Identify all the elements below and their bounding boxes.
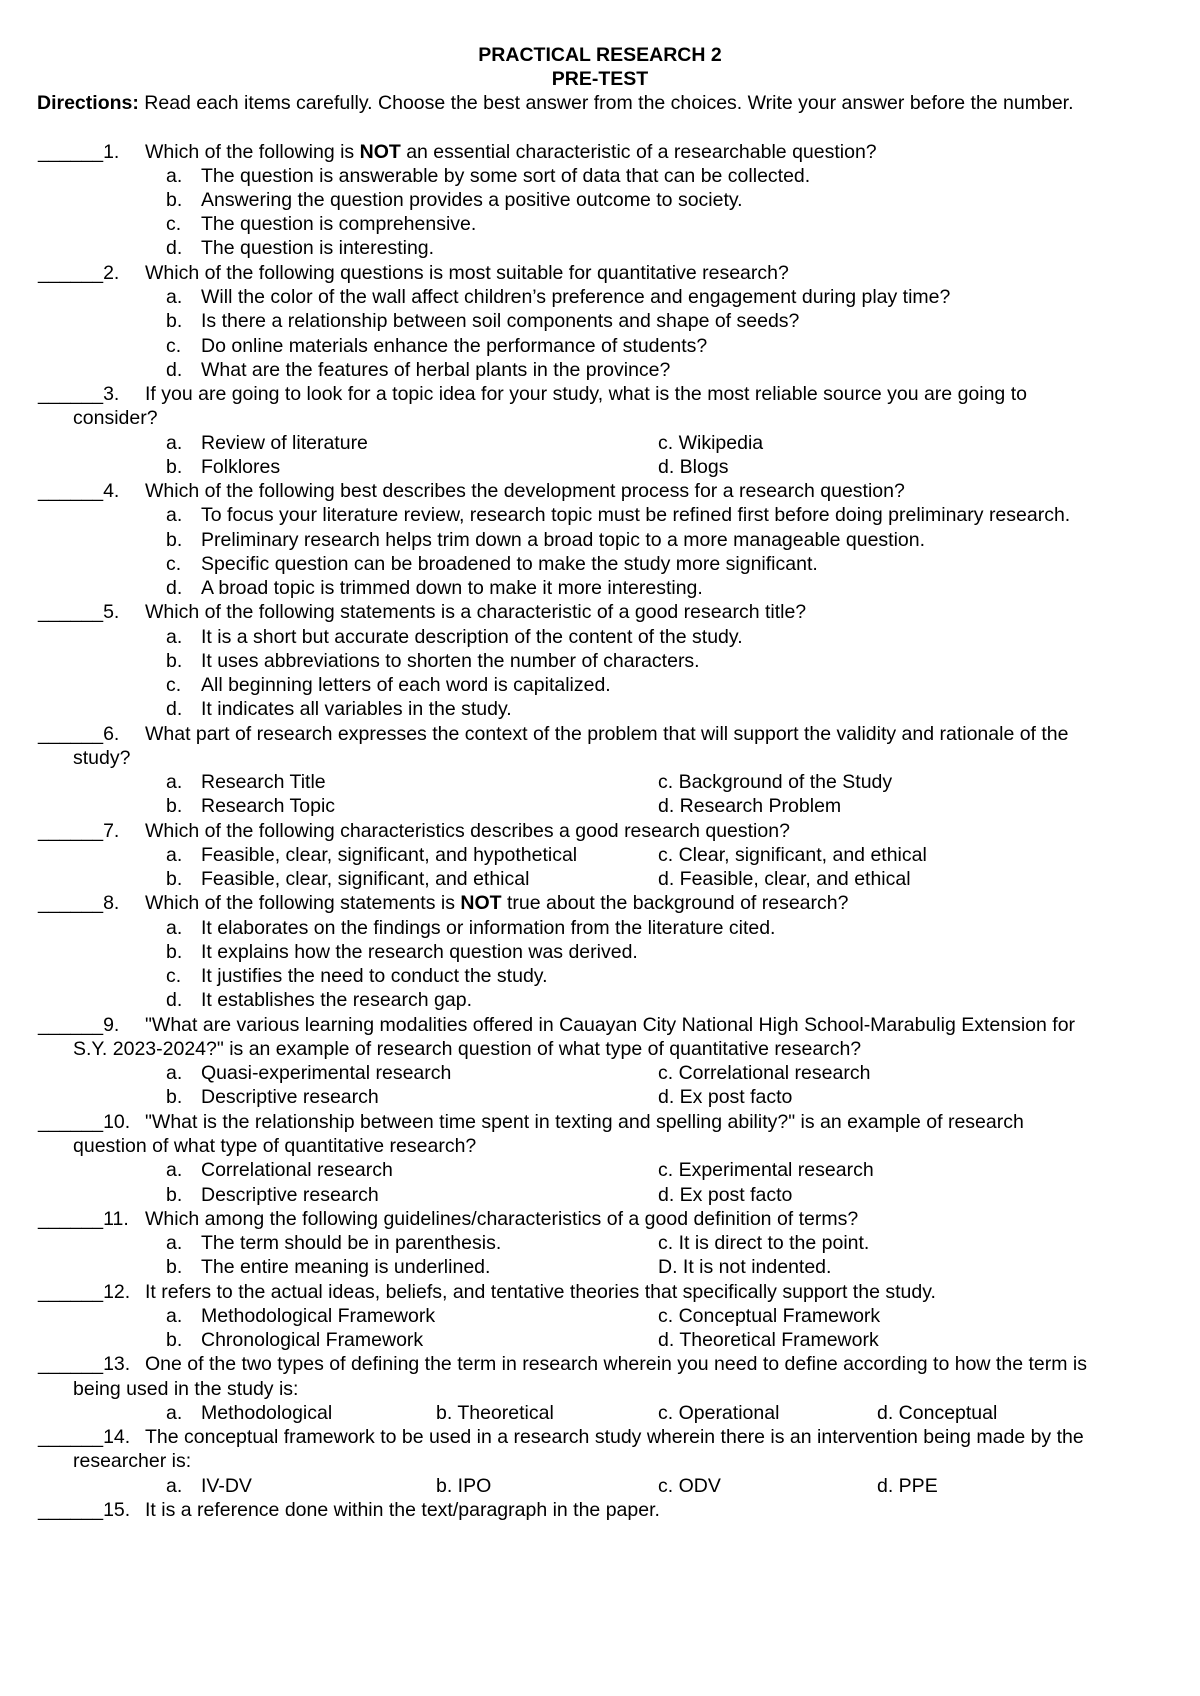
question-number: ______4. bbox=[38, 480, 120, 502]
question-text: Which among the following guidelines/characteristics of a good definition of terms? bbox=[145, 1208, 859, 1230]
question-text: Which of the following statements is NOT true about the background of research? bbox=[145, 892, 849, 914]
question-number: ______11. bbox=[38, 1208, 129, 1230]
question-text: What part of research expresses the context of the problem that will support the validity and rationale of the bbox=[145, 723, 1069, 745]
question-number: ______1. bbox=[38, 141, 120, 163]
question-number: ______7. bbox=[38, 820, 120, 842]
question-text: Which of the following characteristics describes a good research question? bbox=[145, 820, 790, 842]
question-6-continued: study? bbox=[73, 747, 131, 769]
directions bbox=[37, 91, 1074, 115]
question-9-continued: S.Y. 2023-2024?" is an example of research question of what type of quantitative research? bbox=[73, 1038, 862, 1060]
test-page: PRACTICAL RESEARCH 2 PRE-TEST Directions: Read each items carefully. Choose the best answer from the choices. Write your answer before the number. ______1. Which of the following is NOT an essential characteristic of a researchable question? a. The question is answerable by some sort of data that can be collected. b. Answering the question provides a positive outcome to society. c. The question is comprehensive. d. The question is interesting. ______2. Which of the following questions is most suitable for quantitative research? a. Will the color of the wall affect children’s preference and engagement during play time? b. Is there a relationship between soil components and shape of seeds? c. Do online materials enhance the performance of students? d. What are the features of herbal plants in the province? ______3. If you are going to look for a topic idea for your study, what is the most reliable source you are going to consider? a. Review of literature c. Wikipedia b. Folklores d. Blogs ______4. Which of the following best describes the development process for a research question? a. To focus your literature review, research topic must be refined first before doing preliminary research. b. Preliminary research helps trim down a broad topic to a more manageable question. c. Specific question can be broadened to make the study more significant. d. A broad topic is trimmed down to make it more interesting. ______5. Which of the following statements is a characteristic of a good research title? a. It is a short but accurate description of the content of the study. b. It uses abbreviations to shorten the number of characters. c. All beginning letters of each word is capitalized. d. It indicates all variables in the study. ______6. What part of research expresses the context of the problem that will support the validity and rationale of the study? a. Research Title c. Background of the Study b. Research Topic d. Research Problem ______7. Which of the following characteristics describes a good research question? a. Feasible, clear, significant, and hypothetical c. Clear, significant, and ethical b. Feasible, clear, significant, and ethical d. Feasible, clear, and ethical ______8. Which of the following statements is NOT true about the background of research? a. It elaborates on the findings or information from the literature cited. b. It explains how the research question was derived. c. It justifies the need to conduct the study. d. It establishes the research gap. ______9. "What are various learning modalities offered in Cauayan City National High School-Marabulig Extension for S.Y. 2023-2024?" is an example of research question of what type of quantitative research? a. Quasi-experimental research c. Correlational research b. Descriptive research d. Ex post facto ______10. "What is the relationship between time spent in texting and spelling ability?" is an example of research question of what type of quantitative research? a. Correlational research c. Experimental research b. Descriptive research d. Ex post facto ______11. Which among the following guidelines/characteristics of a good definition of terms? a. The term should be in parenthesis. c. It is direct to the point. b. The entire meaning is underlined. D. It is not indented. ______12. It refers to the actual ideas, beliefs, and tentative theories that specifically support the study. a. Methodological Framework c. Conceptual Framework b. Chronological Framework d. Theoretical Framework ______13. One of the two types of defining the term in research wherein you need to define according to how the term is being used in the study is: a. Methodological b. Theoretical c. Operational d. Conceptual ______14. The conceptual framework to be used in a research study wherein there is an intervention being made by the researcher is: a. IV-DV b. IPO c. ODV d. PPE ______15. It is a reference done within the text/paragraph in the paper. bbox=[0, 0, 1200, 1696]
question-number: ______8. bbox=[38, 892, 120, 914]
question-text: If you are going to look for a topic idea for your study, what is the most reliable source you are going to bbox=[145, 383, 1027, 405]
directions-text: Read each items carefully. Choose the best answer from the choices. Write your answer before the number. bbox=[138, 92, 1074, 114]
question-text: "What are various learning modalities offered in Cauayan City National High School-Marabulig Extension for bbox=[145, 1014, 1076, 1036]
directions-label: Directions: bbox=[37, 92, 139, 114]
question-3-continued: consider? bbox=[73, 407, 158, 429]
question-number: ______6. bbox=[38, 723, 120, 745]
question-number: ______10. bbox=[38, 1111, 131, 1133]
page-title: PRACTICAL RESEARCH 2 bbox=[478, 44, 722, 66]
question-text: The conceptual framework to be used in a research study wherein there is an intervention being made by the bbox=[145, 1426, 1084, 1448]
page-subtitle: PRE-TEST bbox=[551, 68, 649, 90]
question-number: ______2. bbox=[38, 262, 120, 284]
question-number: ______14. bbox=[38, 1426, 131, 1448]
question-number: ______9. bbox=[38, 1014, 120, 1036]
question-text: One of the two types of defining the term in research wherein you need to define according to how the term is bbox=[145, 1353, 1087, 1375]
question-number: ______13. bbox=[38, 1353, 131, 1375]
question-text: Which of the following is NOT an essential characteristic of a researchable question? bbox=[145, 141, 877, 163]
question-number: ______5. bbox=[38, 601, 120, 623]
question-10-continued: question of what type of quantitative research? bbox=[73, 1135, 477, 1157]
question-number: ______12. bbox=[38, 1281, 131, 1303]
question-number: ______15. bbox=[38, 1499, 131, 1521]
question-14-continued: researcher is: bbox=[73, 1450, 192, 1472]
question-text: Which of the following statements is a characteristic of a good research title? bbox=[145, 601, 807, 623]
question-number: ______3. bbox=[38, 383, 120, 405]
question-text: It is a reference done within the text/paragraph in the paper. bbox=[145, 1499, 660, 1521]
question-text: It refers to the actual ideas, beliefs, and tentative theories that specifically support the study. bbox=[145, 1281, 936, 1303]
question-text: Which of the following best describes the development process for a research question? bbox=[145, 480, 905, 502]
question-text: "What is the relationship between time spent in texting and spelling ability?" is an example of research bbox=[145, 1111, 1024, 1133]
question-13-continued: being used in the study is: bbox=[73, 1378, 299, 1400]
question-text: Which of the following questions is most suitable for quantitative research? bbox=[145, 262, 789, 284]
